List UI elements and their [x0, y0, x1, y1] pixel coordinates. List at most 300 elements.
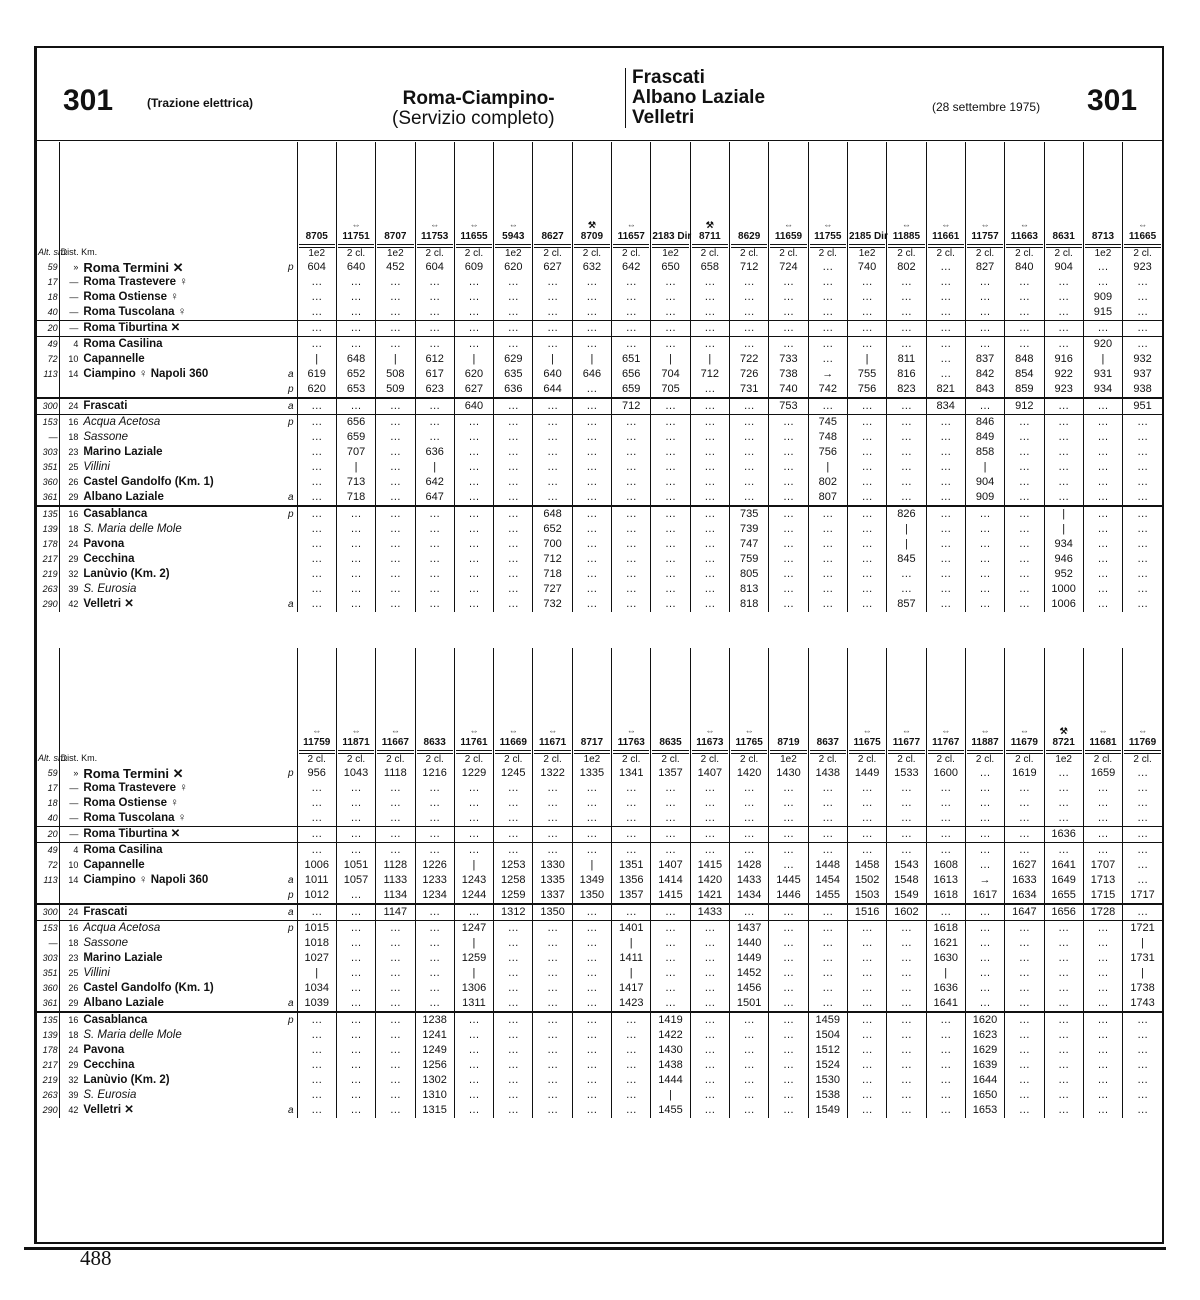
altitude: 263: [42, 1090, 58, 1100]
time-cell: …: [769, 1103, 808, 1118]
time-cell: …: [651, 796, 690, 811]
time-cell: …: [769, 430, 808, 445]
altitude: 351: [42, 968, 58, 978]
time-cell: 1312: [494, 904, 533, 921]
time-cell: …: [651, 522, 690, 537]
time-cell: …: [651, 321, 690, 337]
time-cell: 636: [494, 382, 533, 398]
time-cell: 1715: [1083, 888, 1122, 904]
time-cell: …: [494, 490, 533, 506]
train-number: 8705: [299, 231, 335, 245]
train-header: [651, 142, 690, 260]
time-cell: …: [926, 552, 965, 567]
time-cell: …: [376, 1088, 415, 1103]
time-cell: …: [730, 398, 769, 415]
time-cell: …: [454, 843, 493, 859]
time-cell: …: [454, 290, 493, 305]
km-header: Dist. Km.: [59, 648, 79, 766]
time-cell: 1350: [572, 888, 611, 904]
time-cell: …: [612, 1012, 651, 1028]
time-cell: …: [1044, 1103, 1083, 1118]
time-cell: …: [926, 1012, 965, 1028]
train-class: 1e2: [574, 753, 610, 766]
train-header: [730, 142, 769, 260]
time-cell: …: [1044, 290, 1083, 305]
time-cell: …: [1123, 766, 1162, 781]
time-cell: …: [1005, 1088, 1044, 1103]
time-cell: …: [769, 827, 808, 843]
time-cell: …: [415, 537, 454, 552]
station-name: Capannelle: [83, 859, 145, 871]
time-cell: …: [336, 275, 375, 290]
time-cell: …: [1083, 996, 1122, 1012]
train-header: [454, 648, 493, 766]
time-cell: 1415: [651, 888, 690, 904]
time-cell: …: [926, 475, 965, 490]
time-cell: …: [297, 506, 336, 522]
time-cell: …: [297, 1028, 336, 1043]
time-cell: …: [533, 996, 572, 1012]
time-cell: …: [926, 352, 965, 367]
time-cell: …: [376, 1073, 415, 1088]
time-cell: 627: [533, 260, 572, 275]
time-cell: …: [533, 811, 572, 827]
time-cell: …: [454, 781, 493, 796]
time-cell: …: [494, 506, 533, 522]
train-header: [297, 648, 336, 766]
time-cell: |: [612, 966, 651, 981]
time-cell: |: [454, 936, 493, 951]
time-cell: …: [533, 1028, 572, 1043]
page-number: 488: [80, 1246, 112, 1270]
time-cell: …: [612, 275, 651, 290]
table-number: 301: [63, 84, 114, 117]
time-cell: 1731: [1123, 951, 1162, 966]
time-cell: 1233: [415, 873, 454, 888]
altitude: 217: [42, 1060, 58, 1070]
time-cell: …: [808, 966, 847, 981]
time-cell: …: [769, 1058, 808, 1073]
time-cell: 818: [730, 597, 769, 612]
distance: —: [59, 796, 79, 811]
time-cell: 656: [612, 367, 651, 382]
station-name: Roma Tiburtina ✕: [79, 321, 297, 337]
time-cell: 647: [415, 490, 454, 506]
time-cell: …: [887, 1058, 926, 1073]
time-cell: …: [651, 582, 690, 597]
time-cell: …: [1005, 1103, 1044, 1118]
time-cell: |: [297, 352, 336, 367]
time-cell: …: [415, 290, 454, 305]
time-cell: 923: [1123, 260, 1162, 275]
altitude: [37, 888, 59, 904]
time-cell: …: [533, 966, 572, 981]
time-cell: …: [297, 475, 336, 490]
time-cell: 1620: [965, 1012, 1004, 1028]
destination-2: Albano Laziale: [632, 87, 766, 108]
time-cell: …: [494, 921, 533, 937]
time-cell: …: [494, 290, 533, 305]
time-cell: …: [926, 337, 965, 353]
time-cell: …: [1005, 1043, 1044, 1058]
time-cell: …: [1005, 290, 1044, 305]
time-cell: …: [454, 537, 493, 552]
time-cell: …: [376, 475, 415, 490]
time-cell: …: [297, 1058, 336, 1073]
train-number: 8627: [534, 231, 570, 245]
time-cell: …: [336, 1088, 375, 1103]
time-cell: |: [336, 460, 375, 475]
time-cell: …: [572, 597, 611, 612]
time-cell: …: [612, 1088, 651, 1103]
time-cell: …: [612, 1028, 651, 1043]
time-cell: 934: [1044, 537, 1083, 552]
station-row: [37, 522, 1162, 537]
time-cell: …: [1044, 951, 1083, 966]
station-name: Roma Termini ✕ p: [83, 766, 294, 781]
footer-rule: [24, 1247, 1166, 1250]
time-cell: 731: [730, 382, 769, 398]
time-cell: …: [730, 475, 769, 490]
time-cell: …: [926, 537, 965, 552]
time-cell: |: [1044, 522, 1083, 537]
train-icon: ⇔: [1138, 220, 1148, 230]
time-cell: …: [1123, 827, 1162, 843]
time-cell: …: [926, 597, 965, 612]
time-cell: …: [533, 796, 572, 811]
time-cell: 712: [730, 260, 769, 275]
time-cell: |: [454, 966, 493, 981]
time-cell: 745: [808, 415, 847, 431]
time-cell: …: [1005, 445, 1044, 460]
time-cell: …: [847, 996, 886, 1012]
time-cell: …: [533, 305, 572, 321]
time-cell: …: [1005, 475, 1044, 490]
time-cell: …: [730, 337, 769, 353]
train-class: 2 cl.: [967, 247, 1003, 260]
time-cell: …: [454, 475, 493, 490]
time-cell: 842: [965, 367, 1004, 382]
time-cell: …: [887, 275, 926, 290]
time-cell: …: [926, 290, 965, 305]
time-cell: …: [926, 796, 965, 811]
train-header: [376, 648, 415, 766]
train-number: 8629: [731, 231, 767, 245]
time-cell: …: [454, 506, 493, 522]
time-cell: 1351: [612, 858, 651, 873]
train-icon: ⇔: [469, 220, 479, 230]
station-row: [37, 858, 1162, 873]
station-row: [37, 398, 1162, 415]
time-cell: …: [336, 796, 375, 811]
time-cell: …: [454, 1073, 493, 1088]
time-cell: 627: [454, 382, 493, 398]
time-cell: …: [769, 1073, 808, 1088]
time-cell: …: [572, 537, 611, 552]
time-cell: …: [376, 321, 415, 337]
time-cell: 821: [926, 382, 965, 398]
time-cell: …: [415, 337, 454, 353]
distance: 24: [59, 1043, 79, 1058]
time-cell: …: [336, 811, 375, 827]
time-cell: …: [494, 811, 533, 827]
train-header: [1123, 648, 1162, 766]
time-cell: 1341: [612, 766, 651, 781]
time-cell: …: [533, 936, 572, 951]
time-cell: 1006: [297, 858, 336, 873]
time-cell: …: [376, 537, 415, 552]
time-cell: …: [690, 796, 729, 811]
time-cell: 1357: [612, 888, 651, 904]
time-cell: …: [1083, 445, 1122, 460]
time-cell: …: [847, 811, 886, 827]
train-icon: ⇔: [351, 220, 361, 230]
time-cell: …: [965, 766, 1004, 781]
train-class: 2 cl.: [692, 247, 728, 260]
time-cell: …: [730, 1073, 769, 1088]
time-cell: …: [1005, 781, 1044, 796]
time-cell: 1434: [730, 888, 769, 904]
time-cell: 938: [1123, 382, 1162, 398]
time-cell: 739: [730, 522, 769, 537]
time-cell: …: [376, 1043, 415, 1058]
time-cell: …: [612, 827, 651, 843]
time-cell: …: [965, 522, 1004, 537]
time-cell: …: [690, 1103, 729, 1118]
time-cell: …: [730, 811, 769, 827]
time-cell: 1533: [887, 766, 926, 781]
train-class: 1e2: [652, 247, 688, 260]
time-cell: …: [769, 1012, 808, 1028]
train-header: [1083, 648, 1122, 766]
train-number: 11665: [1124, 231, 1161, 245]
time-cell: …: [808, 506, 847, 522]
train-class: 2 cl.: [1124, 753, 1161, 766]
alt-header: Alt. sm.: [38, 247, 69, 257]
train-icon: ⚒: [1059, 726, 1068, 736]
time-cell: 1548: [887, 873, 926, 888]
time-cell: …: [847, 430, 886, 445]
train-class: 2 cl.: [888, 753, 924, 766]
time-cell: 704: [651, 367, 690, 382]
train-header: [336, 648, 375, 766]
altitude: 139: [42, 524, 58, 534]
time-cell: …: [769, 415, 808, 431]
station-row: [37, 996, 1162, 1012]
time-cell: …: [1044, 398, 1083, 415]
time-cell: …: [612, 1073, 651, 1088]
time-cell: …: [1123, 1088, 1162, 1103]
train-icon: ⇔: [901, 726, 911, 736]
train-icon: ⇔: [1019, 726, 1029, 736]
time-cell: …: [533, 460, 572, 475]
altitude: 40: [47, 813, 58, 823]
time-cell: 1241: [415, 1028, 454, 1043]
time-cell: 712: [533, 552, 572, 567]
train-class: 2 cl.: [888, 247, 924, 260]
time-cell: …: [1083, 460, 1122, 475]
station-row: [37, 567, 1162, 582]
altitude: 263: [42, 584, 58, 594]
time-cell: …: [1044, 1043, 1083, 1058]
time-cell: …: [808, 398, 847, 415]
time-cell: …: [415, 921, 454, 937]
time-cell: 909: [965, 490, 1004, 506]
time-cell: 1619: [1005, 766, 1044, 781]
time-cell: …: [612, 415, 651, 431]
train-class: 2 cl.: [338, 247, 374, 260]
time-cell: …: [769, 275, 808, 290]
time-cell: 1455: [651, 1103, 690, 1118]
time-cell: …: [336, 904, 375, 921]
time-cell: |: [572, 858, 611, 873]
train-class: 1e2: [1046, 753, 1082, 766]
station-row: [37, 537, 1162, 552]
distance: 23: [59, 951, 79, 966]
time-cell: …: [887, 490, 926, 506]
station-name: Roma Casilina: [79, 843, 297, 859]
train-number: 11753: [417, 231, 453, 245]
time-cell: …: [1123, 321, 1162, 337]
time-cell: …: [769, 321, 808, 337]
time-cell: 635: [494, 367, 533, 382]
time-cell: 738: [769, 367, 808, 382]
train-number: 11663: [1006, 231, 1042, 245]
train-number: 11765: [731, 737, 767, 751]
train-number: 11669: [495, 737, 531, 751]
time-cell: …: [1005, 996, 1044, 1012]
train-header: [965, 648, 1004, 766]
time-cell: …: [887, 430, 926, 445]
train-header: [415, 142, 454, 260]
time-cell: 952: [1044, 567, 1083, 582]
time-cell: …: [1083, 921, 1122, 937]
train-class: 2 cl.: [731, 753, 767, 766]
time-cell: 1414: [651, 873, 690, 888]
time-cell: …: [415, 796, 454, 811]
time-cell: …: [887, 843, 926, 859]
time-cell: …: [572, 475, 611, 490]
time-cell: …: [336, 506, 375, 522]
time-cell: …: [494, 1012, 533, 1028]
time-cell: …: [533, 490, 572, 506]
time-cell: |: [965, 460, 1004, 475]
time-cell: 756: [808, 445, 847, 460]
time-cell: …: [336, 888, 375, 904]
time-cell: 1411: [612, 951, 651, 966]
altitude: —: [48, 432, 58, 442]
time-cell: 652: [533, 522, 572, 537]
time-cell: …: [1083, 582, 1122, 597]
train-number: 8633: [417, 737, 453, 751]
train-class: 2 cl.: [456, 753, 492, 766]
time-cell: …: [612, 490, 651, 506]
time-cell: …: [1044, 843, 1083, 859]
station-row: [37, 904, 1162, 921]
train-class: 2 cl.: [377, 753, 413, 766]
train-header: [847, 648, 886, 766]
time-cell: …: [769, 337, 808, 353]
time-cell: …: [494, 460, 533, 475]
time-cell: 1538: [808, 1088, 847, 1103]
time-cell: 937: [1123, 367, 1162, 382]
station-name: Capannelle: [83, 353, 145, 365]
time-cell: …: [965, 811, 1004, 827]
time-cell: …: [1083, 951, 1122, 966]
time-cell: 1448: [808, 858, 847, 873]
time-cell: …: [572, 781, 611, 796]
time-cell: …: [651, 567, 690, 582]
time-cell: …: [494, 1043, 533, 1058]
time-cell: …: [336, 1073, 375, 1088]
time-cell: 1012: [297, 888, 336, 904]
time-cell: …: [533, 781, 572, 796]
distance: 16: [59, 921, 79, 937]
distance: 24: [59, 537, 79, 552]
time-cell: …: [1083, 1012, 1122, 1028]
time-cell: …: [336, 843, 375, 859]
alt-header: Alt. sm.: [38, 753, 69, 763]
time-cell: …: [651, 490, 690, 506]
time-cell: 1549: [887, 888, 926, 904]
train-number: 11763: [613, 737, 649, 751]
time-cell: …: [651, 996, 690, 1012]
distance: 16: [59, 1012, 79, 1028]
time-cell: …: [415, 275, 454, 290]
time-cell: …: [1123, 1073, 1162, 1088]
altitude: 113: [43, 875, 58, 885]
time-cell: 1428: [730, 858, 769, 873]
time-cell: …: [376, 506, 415, 522]
route-from: Roma-Ciampino-: [402, 88, 555, 109]
time-cell: …: [376, 1103, 415, 1118]
time-cell: 1717: [1123, 888, 1162, 904]
time-cell: …: [297, 1073, 336, 1088]
time-cell: 1623: [965, 1028, 1004, 1043]
time-cell: 644: [533, 382, 572, 398]
time-cell: …: [376, 981, 415, 996]
time-cell: 1438: [808, 766, 847, 781]
time-cell: …: [690, 1012, 729, 1028]
time-cell: |: [887, 522, 926, 537]
time-cell: …: [572, 582, 611, 597]
time-cell: …: [847, 398, 886, 415]
time-cell: …: [454, 552, 493, 567]
train-class: 2 cl.: [417, 753, 453, 766]
time-cell: 1621: [926, 936, 965, 951]
time-cell: …: [651, 904, 690, 921]
time-cell: …: [1083, 567, 1122, 582]
time-cell: 1421: [690, 888, 729, 904]
time-cell: …: [297, 275, 336, 290]
time-cell: …: [494, 1103, 533, 1118]
distance: 16: [59, 415, 79, 431]
train-class: 1e2: [849, 247, 885, 260]
time-cell: …: [376, 522, 415, 537]
time-cell: …: [1123, 552, 1162, 567]
time-cell: …: [533, 445, 572, 460]
time-cell: …: [612, 1058, 651, 1073]
time-cell: 904: [965, 475, 1004, 490]
time-cell: …: [376, 552, 415, 567]
distance: 18: [59, 1028, 79, 1043]
time-cell: …: [533, 398, 572, 415]
time-cell: …: [730, 1088, 769, 1103]
time-cell: …: [572, 290, 611, 305]
time-cell: 1641: [1044, 858, 1083, 873]
time-cell: 1011: [297, 873, 336, 888]
time-cell: 756: [847, 382, 886, 398]
